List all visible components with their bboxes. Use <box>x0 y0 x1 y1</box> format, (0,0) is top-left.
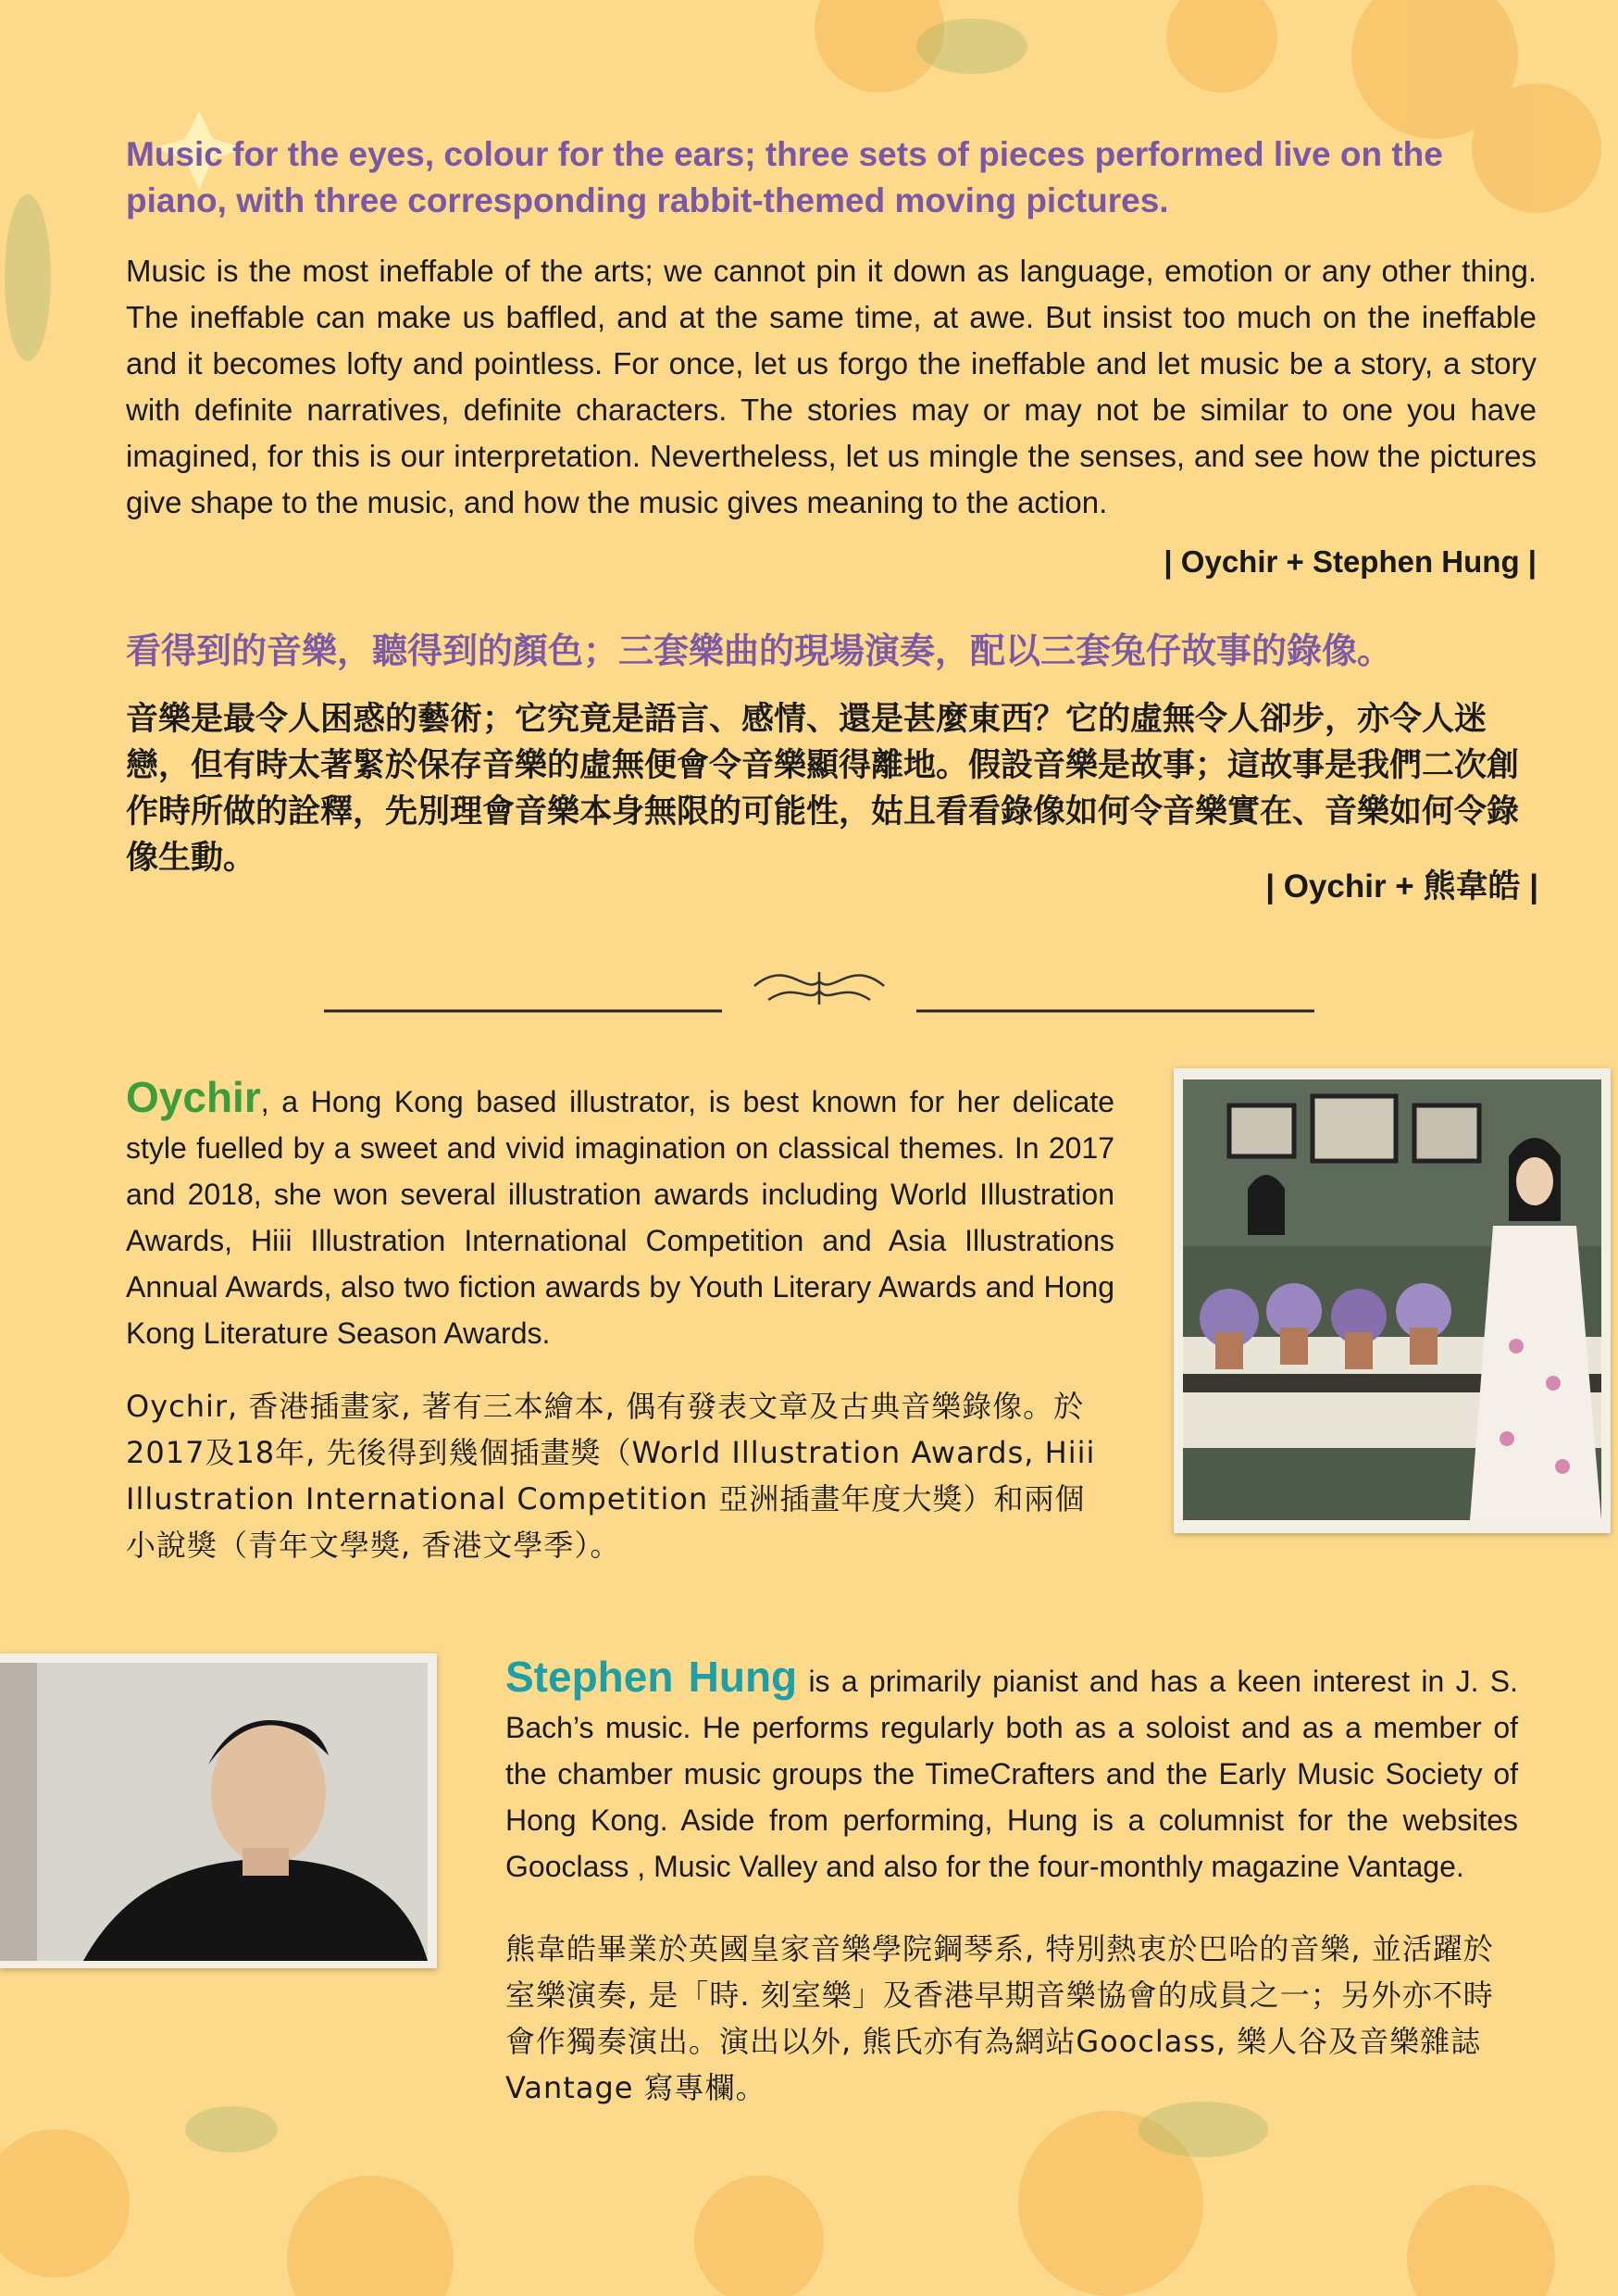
oychir-photo-image <box>1174 1068 1611 1533</box>
intro-credit-zh: | Oychir + 熊韋皓 | <box>1265 868 1538 905</box>
ornament-divider <box>324 954 1314 1018</box>
oychir-photo <box>1174 1068 1611 1533</box>
stephen-name: Stephen Hung <box>505 1653 798 1701</box>
oychir-name: Oychir <box>126 1073 261 1121</box>
intro-credit-en: | Oychir + Stephen Hung | <box>1164 544 1537 579</box>
stephen-bio-en <box>505 1653 1518 1890</box>
intro-headline-en: Music for the eyes, colour for the ears; three sets of pieces performed live on the piano, with three corresponding rabbit-themed moving pictures. <box>126 135 1443 219</box>
stephen-bio-en-text: is a primarily pianist and has a keen interest in J. S. Bach’s music. He performs regularly both as a soloist and as a member of the chamber music groups the TimeCrafters and the Early Music Society of Hong Kong. Aside from performing, Hung is a columnist for the websites Gooclass , Music Valley and also for the four-monthly magazine Vantage. <box>505 1665 1518 1883</box>
intro-body-en: Music is the most ineffable of the arts; we cannot pin it down as language, emotion or any other thing. The ineffable can make us baffled, and at the same time, at awe. But insist too much on the ineffable and it becomes lofty and pointless. For once, let us forgo the ineffable and let music be a story, a story with definite narratives, definite characters. The stories may or may not be similar to one you have imagined, for this is our interpretation. Nevertheless, let us mingle the senses, and see how the pictures give shape to the music, and how the music gives meaning to the action. <box>126 254 1537 519</box>
stephen-photo-image <box>0 1653 437 1968</box>
oychir-bio-en <box>126 1074 1114 1356</box>
oychir-bio-zh: Oychir, 香港插畫家, 著有三本繪本, 偶有發表文章及古典音樂錄像。於2017及18年, 先後得到幾個插畫獎（World Illustration Awards, Hiii Illustration International Competition 亞洲插畫年度大獎）和兩個小說獎（青年文學獎, 香港文學季）。 <box>126 1389 1096 1563</box>
intro-headline-zh: 看得到的音樂，聽得到的顏色；三套樂曲的現場演奏，配以三套兔仔故事的錄像。 <box>126 630 1393 671</box>
intro-body-zh: 音樂是最令人困惑的藝術；它究竟是語言、感情、還是甚麼東西？它的虛無令人卻步，亦令人迷戀，但有時太著緊於保存音樂的虛無便會令音樂顯得離地。假設音樂是故事；這故事是我們二次創作時所做的詮釋，先別理會音樂本身無限的可能性，姑且看看錄像如何令音樂實在、音樂如何令錄像生動。 <box>126 701 1520 877</box>
stephen-bio-zh: 熊韋皓畢業於英國皇家音樂學院鋼琴系, 特別熱衷於巴哈的音樂, 並活躍於室樂演奏, 是「時. 刻室樂」及香港早期音樂協會的成員之一；另外亦不時會作獨奏演出。演出以外, 熊氏亦有為網站Gooclass, 樂人谷及音樂雜誌Vantage 寫專欄。 <box>505 1931 1494 2105</box>
oychir-bio-en-text: , a Hong Kong based illustrator, is best known for her delicate style fuelled by a sweet and vivid imagination on classical themes. In 2017 and 2018, she won several illustration awards including World Illustration Awards, Hiii Illustration International Competition and Asia Illustrations Annual Awards, also two fiction awards by Youth Literary Awards and Hong Kong Literature Season Awards. <box>126 1085 1114 1350</box>
stephen-photo <box>0 1653 437 1968</box>
